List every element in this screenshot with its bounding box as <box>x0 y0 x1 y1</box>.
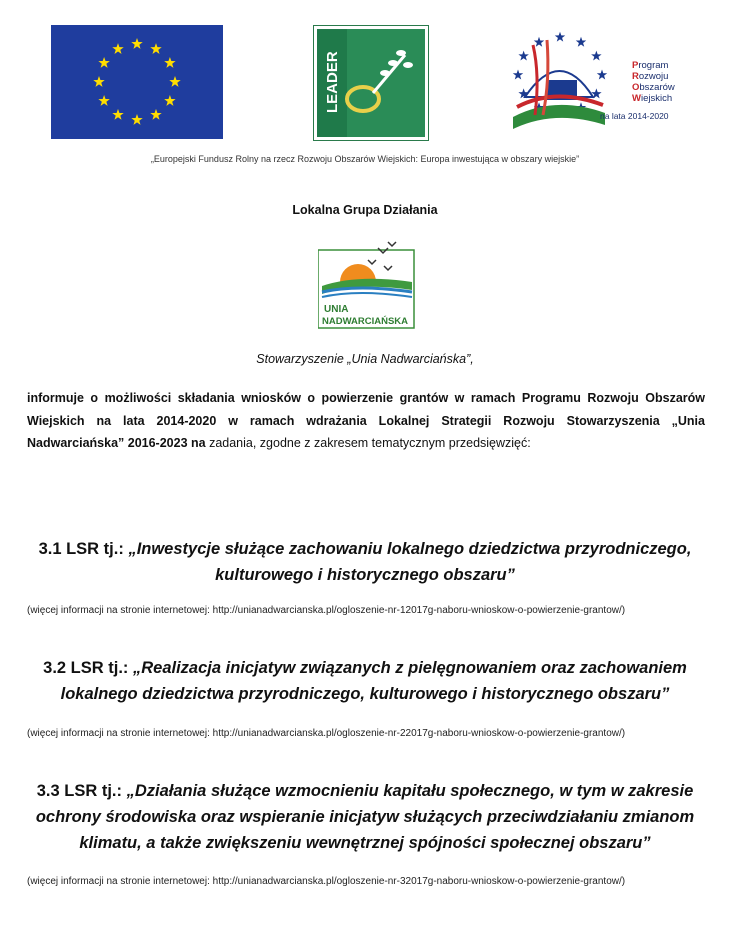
prow-star-icon <box>555 32 565 42</box>
section-3-1-title: 3.1 LSR tj.: „Inwestycje służące zachowaniu lokalnego dziedzictwa przyrodniczego, kulturowego i historycznego obszaru” <box>38 540 692 584</box>
eu-star-icon <box>164 95 175 106</box>
eu-star-icon <box>169 76 180 87</box>
section-3-2-title: 3.2 LSR tj.: „Realizacja inicjatyw związanych z pielęgnowaniem oraz zachowaniem lokalnego dziedzictwa przyrodniczego, kulturowego i historycznego obszaru” <box>43 659 687 703</box>
leader-text: LEADER <box>324 51 341 113</box>
association-name: Stowarzyszenie „Unia Nadwarciańska”, <box>256 352 474 366</box>
section-3-1-more-info: (więcej informacji na stronie internetowej: http://unianadwarcianska.pl/ogloszenie-nr-12017g-naboru-wnioskow-o-powierzenie-grantow/) <box>27 605 626 616</box>
announcement-text <box>27 387 705 455</box>
section-3-3-more-info: (więcej informacji na stronie internetowej: http://unianadwarcianska.pl/ogloszenie-nr-32017g-naboru-wnioskow-o-powierzenie-grantow/) <box>27 876 626 887</box>
eu-star-icon <box>131 38 142 49</box>
eu-star-icon <box>98 95 109 106</box>
eu-star-icon <box>164 57 175 68</box>
eu-star-icon <box>93 76 104 87</box>
eu-star-icon <box>150 43 161 54</box>
announcement-normal: zadania, zgodne z zakresem tematycznym przedsięwzięć: <box>205 436 531 450</box>
nadwarcianska-text: NADWARCIAŃSKA <box>322 316 409 327</box>
prow-star-icon <box>576 37 586 47</box>
prow-star-icon <box>513 70 523 80</box>
unia-text: UNIA <box>324 304 349 315</box>
eu-stars-icon <box>51 25 223 139</box>
leader-logo <box>313 25 429 141</box>
prow-star-icon <box>597 70 607 80</box>
eu-star-icon <box>98 57 109 68</box>
prow-program-name: Program Rozwoju Obszarów Wiejskich <box>632 60 675 104</box>
announcement-bold: informuje o możliwości składania wniosków o powierzenie grantów w ramach Programu Rozwoju Obszarów Wiejskich na lata 2014-2020 w ramach wdrażania Lokalnej Strategii Rozwoju Stowarzyszenia „Unia Nadwarciańska” 2016-2023 na <box>27 391 705 450</box>
eafrd-caption: „Europejski Fundusz Rolny na rzecz Rozwoju Obszarów Wiejskich: Europa inwestująca w obszary wiejskie” <box>150 154 580 164</box>
unia-nadwarcianska-logo <box>318 240 416 330</box>
prow-logo <box>505 25 680 135</box>
eu-star-icon <box>112 109 123 120</box>
eu-star-icon <box>131 114 142 125</box>
eu-flag-icon <box>51 25 223 139</box>
prow-years: na lata 2014-2020 <box>600 111 669 121</box>
prow-star-icon <box>518 51 528 61</box>
lgd-title: Lokalna Grupa Działania <box>292 203 438 217</box>
prow-star-icon <box>591 51 601 61</box>
section-3-3-title: 3.3 LSR tj.: „Działania służące wzmocnieniu kapitału społecznego, w tym w zakresie ochrony środowiska oraz wspieranie inicjatyw służących przeciwdziałaniu zmianom klimatu, a także zwiększeniu wewnętrznej spójności społecznej obszaru” <box>35 782 695 852</box>
eu-star-icon <box>112 43 123 54</box>
eu-star-icon <box>150 109 161 120</box>
section-3-2-more-info: (więcej informacji na stronie internetowej: http://unianadwarcianska.pl/ogloszenie-nr-22017g-naboru-wnioskow-o-powierzenie-grantow/) <box>27 728 626 739</box>
prow-star-icon <box>534 37 544 47</box>
